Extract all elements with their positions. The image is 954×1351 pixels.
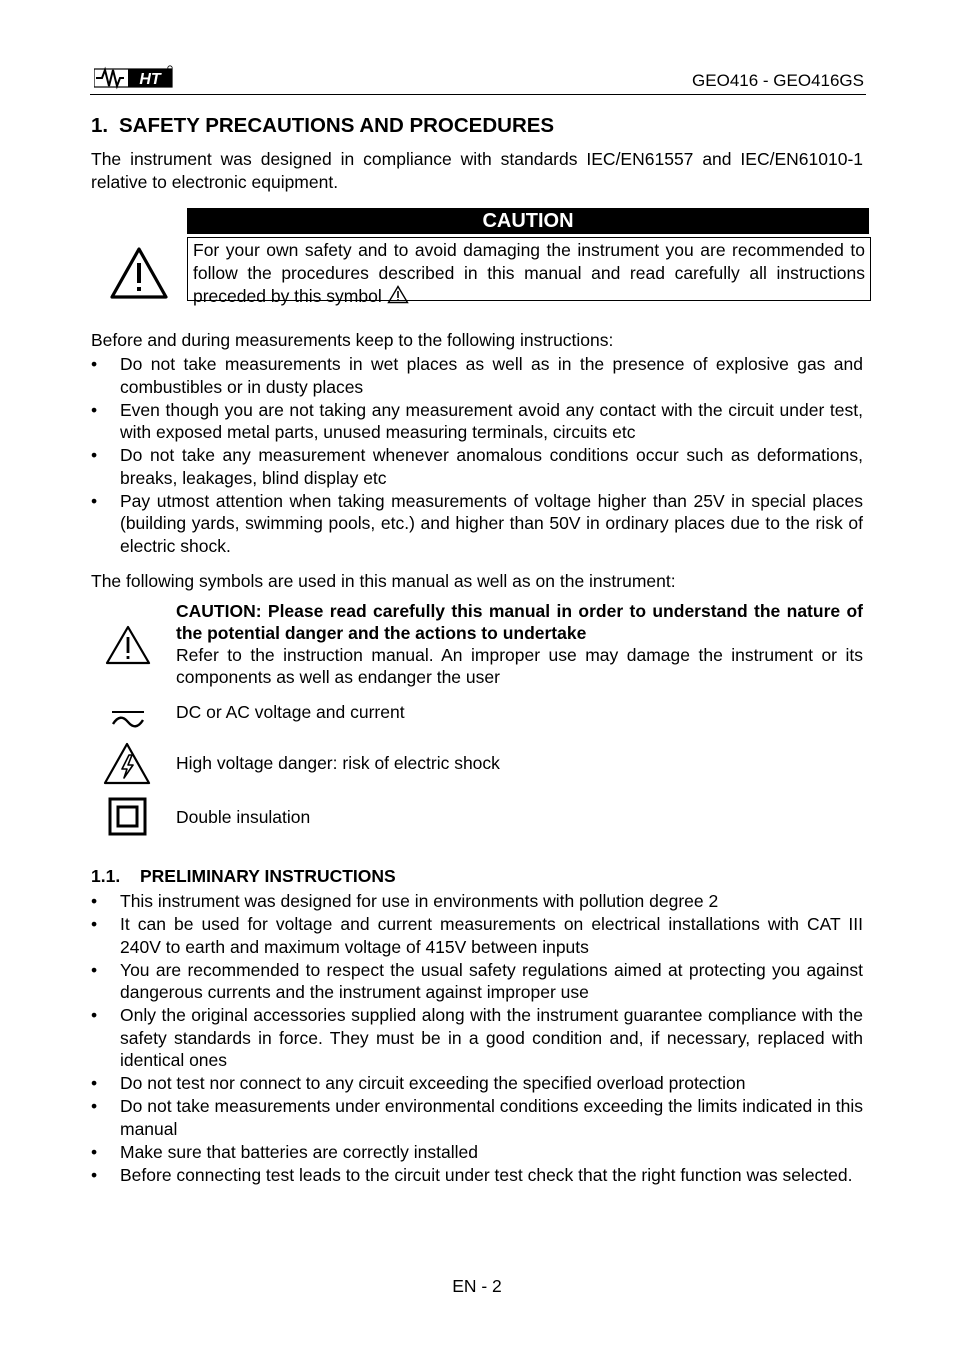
double-insulation-icon [108, 797, 148, 837]
high-voltage-desc: High voltage danger: risk of electric shock [176, 753, 500, 773]
symbols-intro: The following symbols are used in this manual as well as on the instrument: [91, 571, 676, 591]
ht-logo [94, 64, 174, 90]
high-voltage-icon [103, 742, 151, 786]
section-intro: The instrument was designed in compliance with standards IEC/EN61557 and IEC/EN61010-1 relative to electronic equipment. [91, 149, 863, 192]
inline-warning-icon [387, 285, 409, 304]
list-item: • Before connecting test leads to the circuit under test check that the right function was selected. [91, 1164, 863, 1187]
measurements-list [91, 353, 863, 558]
dc-ac-desc: DC or AC voltage and current [176, 702, 405, 722]
double-insulation-desc: Double insulation [176, 807, 311, 827]
page-number: EN - 2 [452, 1276, 502, 1296]
caution-symbol-text: Refer to the instruction manual. An improper use may damage the instrument or its components as well as endanger the user [176, 645, 863, 687]
list-item: • It can be used for voltage and current measurements on electrical installations with CAT III 240V to earth and maximum voltage of 415V between inputs [91, 913, 863, 958]
caution-symbol-desc [176, 600, 863, 688]
list-item: • Do not take any measurement whenever anomalous conditions occur such as deformations, breaks, leakages, blind display etc [91, 444, 863, 489]
list-item: • Pay utmost attention when taking measurements of voltage higher than 25V in special places (building yards, swimming pools, etc.) and higher than 50V in ordinary places due to the risk of electric shock. [91, 490, 863, 558]
caution-title: CAUTION [187, 208, 869, 234]
subsection-heading [91, 866, 396, 887]
section-number: 1. [91, 114, 109, 137]
dc-ac-icon [110, 708, 146, 732]
logo-text: HT [139, 71, 161, 88]
list-item: • Only the original accessories supplied along with the instrument guarantee compliance with the safety standards in force. They must be in a good condition and, if necessary, replaced with identical ones [91, 1004, 863, 1072]
warning-triangle-icon [109, 246, 169, 300]
list-item: • Make sure that batteries are correctly installed [91, 1141, 863, 1164]
caution-symbol-bold: CAUTION: Please read carefully this manual in order to understand the nature of the potential danger and the actions to undertake [176, 601, 863, 643]
list-item: • Even though you are not taking any measurement avoid any contact with the circuit under test, with exposed metal parts, unused measuring terminals, circuits etc [91, 399, 863, 444]
list-item: • Do not test nor connect to any circuit exceeding the specified overload protection [91, 1072, 863, 1095]
caution-symbol-icon [104, 624, 152, 666]
caution-text-wrap [193, 239, 865, 308]
list-item: • This instrument was designed for use in environments with pollution degree 2 [91, 890, 863, 913]
section-heading [91, 114, 554, 138]
subsection-title: PRELIMINARY INSTRUCTIONS [140, 866, 396, 886]
measurements-intro: Before and during measurements keep to the following instructions: [91, 330, 614, 350]
doc-title: GEO416 - GEO416GS [692, 71, 864, 90]
caution-box [187, 237, 871, 306]
caution-text: For your own safety and to avoid damaging the instrument you are recommended to follow the procedures described in this manual and read carefully all instructions preceded by this symbol [193, 240, 865, 306]
preliminary-list [91, 890, 863, 1187]
subsection-number: 1.1. [91, 866, 121, 886]
page-header [90, 62, 866, 95]
list-item: • You are recommended to respect the usual safety regulations aimed at protecting you against dangerous currents and the instrument against improper use [91, 959, 863, 1004]
list-item: • Do not take measurements in wet places as well as in the presence of explosive gas and combustibles or in dusty places [91, 353, 863, 398]
list-item: • Do not take measurements under environmental conditions exceeding the limits indicated in this manual [91, 1095, 863, 1140]
section-title: SAFETY PRECAUTIONS AND PROCEDURES [119, 114, 555, 137]
